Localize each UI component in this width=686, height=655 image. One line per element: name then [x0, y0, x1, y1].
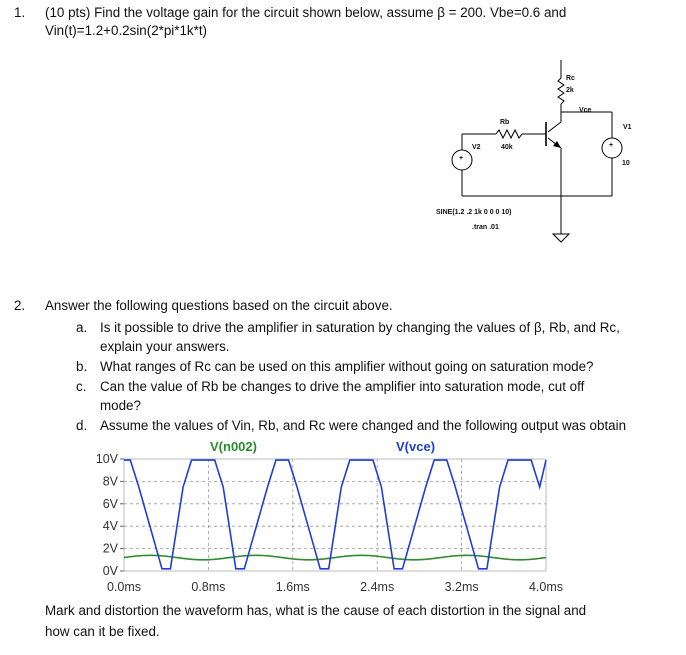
v1-plus-sign: + — [609, 142, 614, 149]
tran-spec: .tran .01 — [472, 224, 499, 231]
series-line-v-n002 — [124, 555, 546, 560]
x-tick-label: 0.8ms — [191, 580, 226, 594]
y-tick-label: 8V — [102, 474, 118, 489]
vce-label: Vce — [579, 107, 592, 114]
rc-label: Rc — [566, 75, 575, 82]
v2-label: V2 — [472, 144, 481, 151]
q2b-marker: b. — [76, 359, 88, 374]
y-tick-label: 10V — [95, 452, 118, 466]
x-tick-label: 1.6ms — [275, 580, 310, 594]
v2-plus-sign: + — [459, 155, 464, 162]
v1-label: V1 — [623, 124, 632, 131]
q2a-line1: Is it possible to drive the amplifier in saturation by changing the values of β, Rb, and Rc, — [100, 320, 620, 335]
y-tick-label: 6V — [102, 496, 118, 511]
v1-value: 10 — [622, 160, 630, 167]
q2c-line1: Can the value of Rb be changes to drive the amplifier into saturation mode, cut off — [100, 379, 585, 394]
waveform-chart — [90, 434, 590, 596]
x-tick-label: 0.0ms — [106, 580, 142, 594]
rb-value: 40k — [501, 144, 513, 151]
rb-resistor — [496, 130, 522, 138]
q2c-marker: c. — [76, 379, 87, 394]
q2d-marker: d. — [76, 418, 88, 433]
rb-label: Rb — [500, 119, 510, 126]
x-tick-label: 2.4ms — [360, 580, 395, 594]
rc-resistor — [558, 78, 564, 104]
rc-value: 2k — [566, 87, 574, 94]
legend-v-n002: V(n002) — [210, 439, 257, 454]
q2b-line1: What ranges of Rc can be used on this amplifier without going on saturation mode? — [100, 359, 594, 374]
q2a-line2: explain your answers. — [100, 339, 230, 354]
q1-text-line1: (10 pts) Find the voltage gain for the circuit shown below, assume β = 200. Vbe=0.6 and — [45, 5, 567, 20]
legend-v-vce: V(vce) — [396, 439, 436, 454]
ground-symbol — [553, 234, 569, 242]
y-tick-label: 4V — [102, 519, 118, 534]
q2-number: 2. — [14, 298, 26, 313]
q2c-line2: mode? — [100, 398, 141, 413]
y-tick-label: 2V — [102, 541, 118, 556]
q1-number: 1. — [14, 5, 26, 20]
footer-line2: how can it be fixed. — [45, 624, 160, 639]
sine-spec: SINE(1.2 .2 1k 0 0 0 10) — [436, 209, 512, 216]
q1-text-line2: Vin(t)=1.2+0.2sin(2*pi*1k*t) — [45, 23, 208, 38]
circuit-schematic — [0, 0, 686, 300]
q2a-marker: a. — [76, 320, 88, 335]
q2-intro: Answer the following questions based on the circuit above. — [45, 298, 393, 313]
x-tick-label: 3.2ms — [444, 580, 479, 594]
series-line-v-vce — [124, 460, 546, 569]
x-tick-label: 4.0ms — [528, 580, 564, 594]
chart-series — [124, 460, 546, 569]
chart-axis — [120, 459, 546, 571]
footer-line1: Mark and distortion the waveform has, what is the cause of each distortion in the signal and — [45, 603, 587, 618]
chart-ticks — [96, 452, 563, 594]
y-tick-label: 0V — [102, 564, 118, 578]
q2d-line1: Assume the values of Vin, Rb, and Rc were changed and the following output was obtain — [100, 418, 627, 433]
